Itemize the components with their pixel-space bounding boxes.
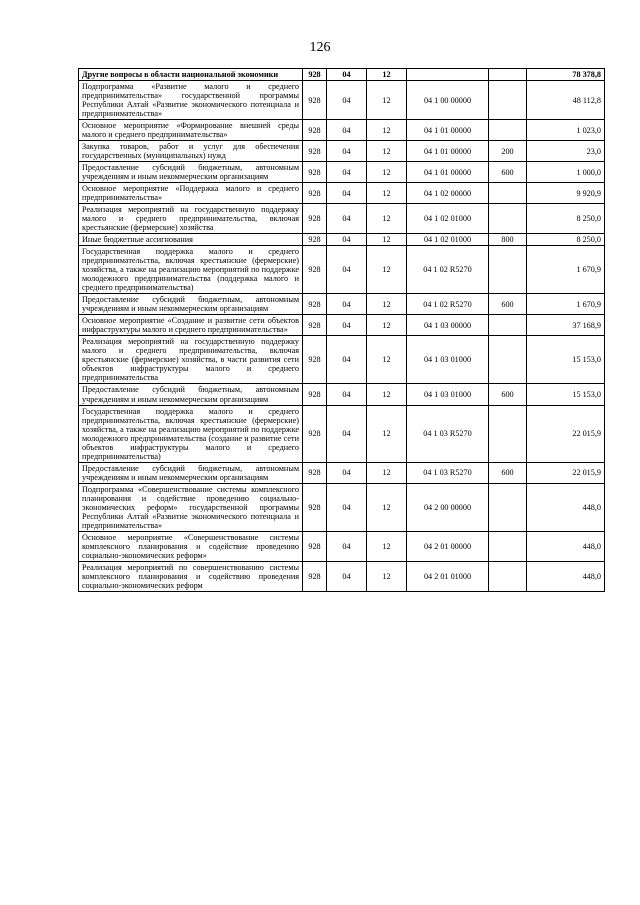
subsection-cell: 12	[367, 531, 407, 561]
section-cell: 04	[327, 336, 367, 384]
subsection-cell: 12	[367, 183, 407, 204]
budget-table	[78, 68, 605, 592]
table-row	[79, 483, 605, 531]
section-cell: 04	[327, 294, 367, 315]
row-name-cell: Закупка товаров, работ и услуг для обеспечения государственных (муниципальных) нужд	[79, 141, 303, 162]
section-cell: 04	[327, 246, 367, 294]
row-name-cell: Иные бюджетные ассигнования	[79, 234, 303, 246]
amount-cell: 448,0	[527, 483, 605, 531]
subsection-cell: 12	[367, 462, 407, 483]
grbs-cell: 928	[303, 531, 327, 561]
table-row	[79, 531, 605, 561]
row-name-cell: Предоставление субсидий бюджетным, автономным учреждениям и иным некоммерческим организациям	[79, 462, 303, 483]
expense-type-cell	[489, 483, 527, 531]
row-name-cell: Подпрограмма «Развитие малого и среднего предпринимательства» государственной программы Республики Алтай «Развитие экономического потенциала и предпринимательства»	[79, 81, 303, 120]
expense-type-cell	[489, 531, 527, 561]
subsection-cell: 12	[367, 483, 407, 531]
expense-type-cell: 600	[489, 162, 527, 183]
section-cell: 04	[327, 561, 367, 591]
grbs-cell: 928	[303, 384, 327, 405]
subsection-cell: 12	[367, 81, 407, 120]
amount-cell: 1 000,0	[527, 162, 605, 183]
target-article-cell: 04 1 03 01000	[407, 336, 489, 384]
amount-cell: 448,0	[527, 531, 605, 561]
amount-cell: 8 250,0	[527, 234, 605, 246]
amount-cell: 1 670,9	[527, 294, 605, 315]
grbs-cell: 928	[303, 561, 327, 591]
expense-type-cell	[489, 246, 527, 294]
grbs-cell: 928	[303, 336, 327, 384]
table-row	[79, 234, 605, 246]
row-name-cell: Реализация мероприятий по совершенствованию системы комплексного планирования и содействию проведения социально-экономических реформ	[79, 561, 303, 591]
amount-cell: 15 153,0	[527, 336, 605, 384]
section-cell: 04	[327, 315, 367, 336]
grbs-cell: 928	[303, 462, 327, 483]
target-article-cell: 04 1 02 R5270	[407, 246, 489, 294]
target-article-cell	[407, 69, 489, 81]
amount-cell: 23,0	[527, 141, 605, 162]
subsection-cell: 12	[367, 162, 407, 183]
grbs-cell: 928	[303, 405, 327, 462]
section-cell: 04	[327, 183, 367, 204]
row-name-cell: Государственная поддержка малого и среднего предпринимательства, включая крестьянские (фермерские) хозяйства, а также на реализацию мероприятий по поддержке молодежного предпринимательства (поддержка малого и среднего предпринимательства)	[79, 246, 303, 294]
amount-cell: 22 015,9	[527, 405, 605, 462]
expense-type-cell: 600	[489, 462, 527, 483]
section-cell: 04	[327, 531, 367, 561]
grbs-cell: 928	[303, 204, 327, 234]
section-cell: 04	[327, 204, 367, 234]
budget-table-body	[79, 69, 605, 592]
grbs-cell: 928	[303, 183, 327, 204]
section-cell: 04	[327, 120, 367, 141]
amount-cell: 22 015,9	[527, 462, 605, 483]
subsection-cell: 12	[367, 405, 407, 462]
expense-type-cell: 600	[489, 294, 527, 315]
target-article-cell: 04 1 03 R5270	[407, 405, 489, 462]
grbs-cell: 928	[303, 234, 327, 246]
amount-cell: 48 112,8	[527, 81, 605, 120]
grbs-cell: 928	[303, 141, 327, 162]
row-name-cell: Реализация мероприятий на государственную поддержку малого и среднего предпринимательства, включая крестьянские (фермерские) хозяйства, в части развития сети объектов инфраструктуры малого и среднего предпринимательства	[79, 336, 303, 384]
target-article-cell: 04 2 01 01000	[407, 561, 489, 591]
row-name-cell: Основное мероприятие «Поддержка малого и среднего предпринимательства»	[79, 183, 303, 204]
page-number: 126	[309, 40, 331, 55]
grbs-cell: 928	[303, 483, 327, 531]
target-article-cell: 04 1 03 01000	[407, 384, 489, 405]
table-row	[79, 141, 605, 162]
subsection-cell: 12	[367, 141, 407, 162]
row-name-cell: Предоставление субсидий бюджетным, автономным учреждениям и иным некоммерческим организациям	[79, 294, 303, 315]
table-row	[79, 384, 605, 405]
target-article-cell: 04 1 01 00000	[407, 120, 489, 141]
table-row	[79, 336, 605, 384]
expense-type-cell: 200	[489, 141, 527, 162]
expense-type-cell	[489, 405, 527, 462]
grbs-cell: 928	[303, 120, 327, 141]
row-name-cell: Предоставление субсидий бюджетным, автономным учреждениям и иным некоммерческим организациям	[79, 162, 303, 183]
target-article-cell: 04 1 01 00000	[407, 162, 489, 183]
table-row	[79, 204, 605, 234]
section-cell: 04	[327, 234, 367, 246]
target-article-cell: 04 1 02 00000	[407, 183, 489, 204]
target-article-cell: 04 1 00 00000	[407, 81, 489, 120]
section-cell: 04	[327, 462, 367, 483]
section-cell: 04	[327, 141, 367, 162]
expense-type-cell	[489, 69, 527, 81]
target-article-cell: 04 1 03 R5270	[407, 462, 489, 483]
subsection-cell: 12	[367, 120, 407, 141]
target-article-cell: 04 1 01 00000	[407, 141, 489, 162]
grbs-cell: 928	[303, 69, 327, 81]
row-name-cell: Предоставление субсидий бюджетным, автономным учреждениям и иным некоммерческим организациям	[79, 384, 303, 405]
expense-type-cell	[489, 183, 527, 204]
target-article-cell: 04 1 02 01000	[407, 234, 489, 246]
amount-cell: 1 670,9	[527, 246, 605, 294]
grbs-cell: 928	[303, 162, 327, 183]
subsection-cell: 12	[367, 315, 407, 336]
section-cell: 04	[327, 384, 367, 405]
table-row	[79, 69, 605, 81]
amount-cell: 448,0	[527, 561, 605, 591]
row-name-cell: Основное мероприятие «Создание и развитие сети объектов инфраструктуры малого и среднего предпринимательства»	[79, 315, 303, 336]
grbs-cell: 928	[303, 246, 327, 294]
table-row	[79, 405, 605, 462]
subsection-cell: 12	[367, 246, 407, 294]
table-row	[79, 315, 605, 336]
grbs-cell: 928	[303, 294, 327, 315]
amount-cell: 78 378,8	[527, 69, 605, 81]
subsection-cell: 12	[367, 69, 407, 81]
row-name-cell: Реализация мероприятий на государственную поддержку малого и среднего предпринимательства, включая крестьянские (фермерские) хозяйства	[79, 204, 303, 234]
table-row	[79, 462, 605, 483]
section-cell: 04	[327, 69, 367, 81]
row-name-cell: Государственная поддержка малого и среднего предпринимательства, включая крестьянские (фермерские) хозяйства, а также на реализацию мероприятий по поддержке молодежного предпринимательства (создание и развитие сети объектов инфраструктуры малого и среднего предпринимательства)	[79, 405, 303, 462]
section-cell: 04	[327, 162, 367, 183]
subsection-cell: 12	[367, 384, 407, 405]
row-name-cell: Подпрограмма «Совершенствование системы комплексного планирования и содействие проведению социально-экономических реформ» государственной программы Республики Алтай «Развитие экономического потенциала и предпринимательства»	[79, 483, 303, 531]
subsection-cell: 12	[367, 336, 407, 384]
table-row	[79, 162, 605, 183]
expense-type-cell: 800	[489, 234, 527, 246]
grbs-cell: 928	[303, 315, 327, 336]
target-article-cell: 04 2 01 00000	[407, 531, 489, 561]
expense-type-cell: 600	[489, 384, 527, 405]
section-cell: 04	[327, 483, 367, 531]
subsection-cell: 12	[367, 561, 407, 591]
subsection-cell: 12	[367, 204, 407, 234]
expense-type-cell	[489, 336, 527, 384]
table-row	[79, 294, 605, 315]
expense-type-cell	[489, 315, 527, 336]
subsection-cell: 12	[367, 294, 407, 315]
table-row	[79, 183, 605, 204]
expense-type-cell	[489, 561, 527, 591]
grbs-cell: 928	[303, 81, 327, 120]
expense-type-cell	[489, 81, 527, 120]
target-article-cell: 04 2 00 00000	[407, 483, 489, 531]
table-row	[79, 81, 605, 120]
amount-cell: 9 920,9	[527, 183, 605, 204]
subsection-cell: 12	[367, 234, 407, 246]
amount-cell: 1 023,0	[527, 120, 605, 141]
row-name-cell: Основное мероприятие «Совершенствование системы комплексного планирования и содействие проведению социально-экономических реформ»	[79, 531, 303, 561]
target-article-cell: 04 1 03 00000	[407, 315, 489, 336]
amount-cell: 15 153,0	[527, 384, 605, 405]
table-row	[79, 561, 605, 591]
section-cell: 04	[327, 81, 367, 120]
section-cell: 04	[327, 405, 367, 462]
expense-type-cell	[489, 204, 527, 234]
table-row	[79, 246, 605, 294]
target-article-cell: 04 1 02 01000	[407, 204, 489, 234]
expense-type-cell	[489, 120, 527, 141]
row-name-cell: Основное мероприятие «Формирование внешней среды малого и среднего предпринимательства»	[79, 120, 303, 141]
row-name-cell: Другие вопросы в области национальной экономики	[79, 69, 303, 81]
amount-cell: 8 250,0	[527, 204, 605, 234]
target-article-cell: 04 1 02 R5270	[407, 294, 489, 315]
table-row	[79, 120, 605, 141]
amount-cell: 37 168,9	[527, 315, 605, 336]
